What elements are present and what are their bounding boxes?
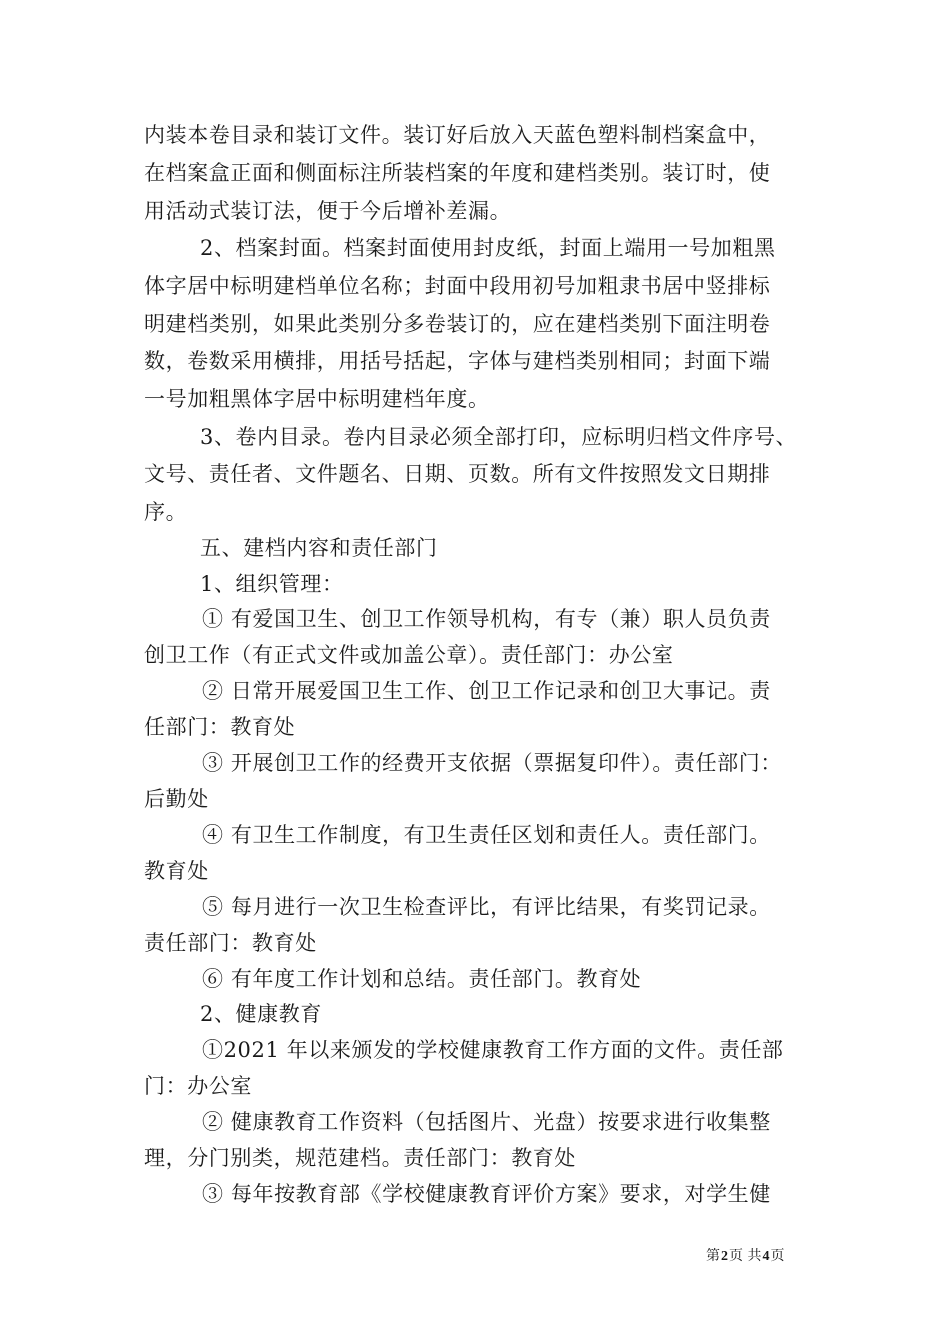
footer-suffix: 页 [770,1248,785,1264]
text-line: 任部门：教育处 [144,715,296,739]
total-pages-number: 4 [762,1249,770,1264]
text-line: 内装本卷目录和装订文件。装订好后放入天蓝色塑料制档案盒中， [144,123,771,147]
text-line: 数，卷数采用横排，用括号括起，字体与建档类别相同；封面下端 [144,349,771,373]
text-line: 责任部门：教育处 [144,931,317,955]
text-line: ⑤ 每月进行一次卫生检查评比，有评比结果，有奖罚记录。 [202,895,771,919]
text-line: ③ 每年按教育部《学校健康教育评价方案》要求，对学生健 [202,1182,771,1206]
text-line: ④ 有卫生工作制度，有卫生责任区划和责任人。责任部门。 [202,823,771,847]
text-line: ② 健康教育工作资料（包括图片、光盘）按要求进行收集整 [202,1110,771,1134]
text-line: 用活动式装订法，便于今后增补差漏。 [144,199,512,223]
text-line: ①2021 年以来颁发的学校健康教育工作方面的文件。责任部 [202,1038,784,1062]
text-line: 在档案盒正面和侧面标注所装档案的年度和建档类别。装订时，使 [144,161,771,185]
text-line: 明建档类别，如果此类别分多卷装订的，应在建档类别下面注明卷 [144,312,771,336]
text-line: 教育处 [144,859,209,883]
text-line: 一号加粗黑体字居中标明建档年度。 [144,387,490,411]
text-line: 门：办公室 [144,1074,252,1098]
text-line: ② 日常开展爱国卫生工作、创卫工作记录和创卫大事记。责 [202,679,771,703]
text-line: ⑥ 有年度工作计划和总结。责任部门。教育处 [202,967,642,991]
text-line: 3、卷内目录。卷内目录必须全部打印，应标明归档文件序号、 [200,425,798,449]
footer-prefix: 第 [706,1248,720,1264]
text-line: ① 有爱国卫生、创卫工作领导机构，有专（兼）职人员负责 [202,607,771,631]
text-line: 2、档案封面。档案封面使用封皮纸，封面上端用一号加粗黑 [200,236,776,260]
text-line: 文号、责任者、文件题名、日期、页数。所有文件按照发文日期排 [144,462,771,486]
text-line: 体字居中标明建档单位名称；封面中段用初号加粗隶书居中竖排标 [144,274,771,298]
subsection-heading: 2、健康教育 [200,1002,322,1026]
text-line: 创卫工作（有正式文件或加盖公章）。责任部门：办公室 [144,643,674,667]
current-page-number: 2 [721,1249,728,1264]
text-line: 后勤处 [144,787,209,811]
subsection-heading: 1、组织管理： [200,572,344,596]
text-line: 理，分门别类，规范建档。责任部门：教育处 [144,1146,576,1170]
text-line: ③ 开展创卫工作的经费开支依据（票据复印件）。责任部门： [202,751,782,775]
section-heading: 五、建档内容和责任部门 [200,536,438,560]
text-line: 序。 [144,500,188,524]
footer-middle: 页 共 [729,1248,762,1264]
page-footer [706,1247,784,1266]
